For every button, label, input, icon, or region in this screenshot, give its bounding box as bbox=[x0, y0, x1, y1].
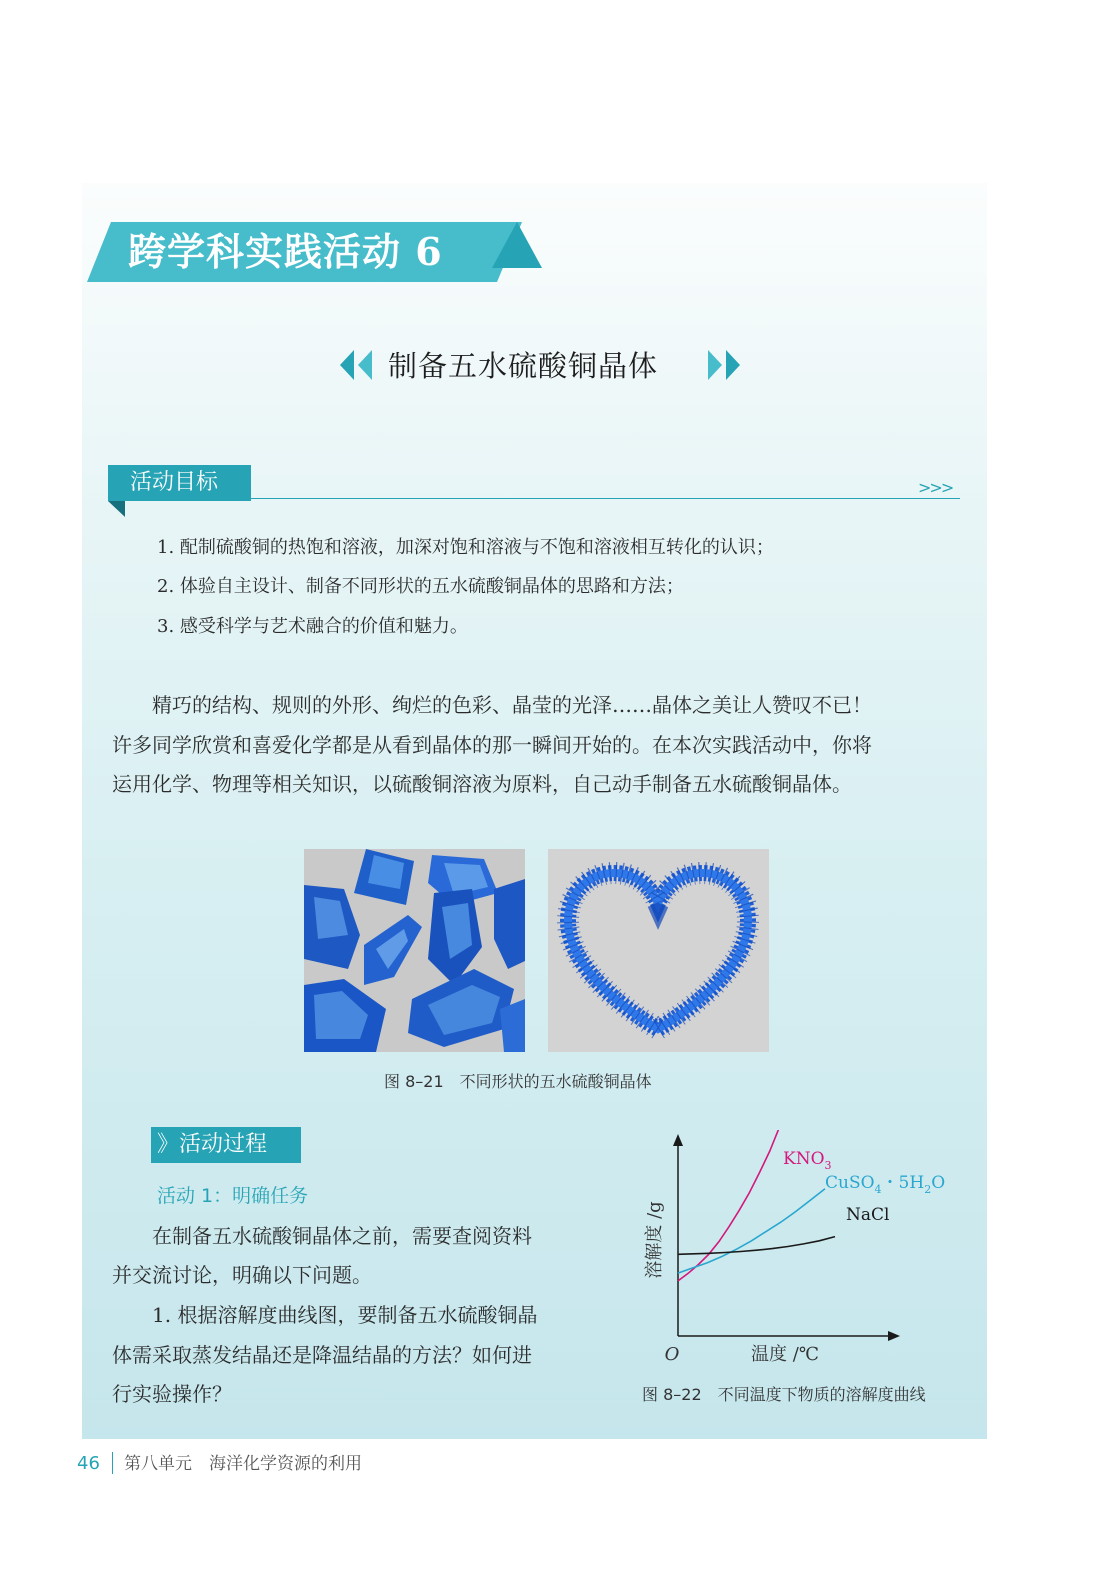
left-arrow-icon bbox=[340, 350, 372, 380]
legend-cuso4 bbox=[825, 1173, 945, 1196]
page-number: 46 bbox=[77, 1453, 100, 1474]
process-line-3: 1. 根据溶解度曲线图，要制备五水硫酸铜晶 bbox=[112, 1303, 538, 1327]
y-axis bbox=[673, 1134, 683, 1336]
origin-label: O bbox=[664, 1344, 680, 1365]
intro-line-2: 许多同学欣赏和喜爱化学都是从看到晶体的那一瞬间开始的。在本次实践活动中，你将 bbox=[112, 733, 872, 757]
legend-nacl bbox=[846, 1205, 889, 1225]
x-axis-label: 温度 /℃ bbox=[751, 1344, 819, 1365]
goal-item-2: 2. 体验自主设计、制备不同形状的五水硫酸铜晶体的思路和方法； bbox=[157, 576, 684, 597]
process-line-5: 行实验操作？ bbox=[112, 1382, 232, 1406]
footer-divider bbox=[112, 1452, 113, 1474]
crystal-photo bbox=[304, 849, 525, 1052]
intro-line-3: 运用化学、物理等相关知识，以硫酸铜溶液为原料，自己动手制备五水硫酸铜晶体。 bbox=[112, 772, 852, 796]
section-title: 制备五水硫酸铜晶体 bbox=[388, 349, 659, 383]
heart-crystal-photo bbox=[548, 849, 769, 1052]
goals-arrows-icon: >>> bbox=[918, 478, 953, 497]
svg-text:NaCl: NaCl bbox=[846, 1205, 890, 1225]
goals-heading: 活动目标 bbox=[130, 470, 219, 495]
right-arrow-icon bbox=[708, 350, 740, 380]
process-heading: 》活动过程 bbox=[157, 1132, 268, 1157]
activity-1-title: 活动 1：明确任务 bbox=[157, 1185, 309, 1207]
figure-22-caption: 图 8–22 不同温度下物质的溶解度曲线 bbox=[642, 1385, 926, 1404]
figure-21-caption: 图 8–21 不同形状的五水硫酸铜晶体 bbox=[384, 1072, 652, 1091]
process-line-2: 并交流讨论，明确以下问题。 bbox=[112, 1263, 372, 1287]
goal-item-3: 3. 感受科学与艺术融合的价值和魅力。 bbox=[157, 616, 468, 637]
goals-divider bbox=[251, 498, 960, 499]
x-axis bbox=[678, 1331, 900, 1341]
footer-unit-title: 第八单元 海洋化学资源的利用 bbox=[124, 1454, 362, 1474]
y-axis-label: 溶解度 /g bbox=[644, 1201, 665, 1279]
cuso4-curve bbox=[678, 1189, 825, 1273]
process-line-4: 体需采取蒸发结晶还是降温结晶的方法？如何进 bbox=[112, 1343, 532, 1367]
banner-title: 跨学科实践活动 6 bbox=[128, 229, 443, 274]
goal-item-1: 1. 配制硫酸铜的热饱和溶液，加深对饱和溶液与不饱和溶液相互转化的认识； bbox=[157, 537, 774, 558]
svg-text:CuSO4・5H2O: CuSO$_4$・$5H_2O$ bbox=[825, 1173, 946, 1196]
kno3-curve bbox=[678, 1130, 780, 1281]
process-line-1: 在制备五水硫酸铜晶体之前，需要查阅资料 bbox=[112, 1224, 532, 1248]
nacl-curve bbox=[678, 1237, 835, 1255]
goals-heading-fold bbox=[108, 501, 125, 517]
solubility-chart bbox=[630, 1130, 970, 1375]
legend-kno3 bbox=[783, 1149, 832, 1172]
intro-line-1: 精巧的结构、规则的外形、绚烂的色彩、晶莹的光泽……晶体之美让人赞叹不已！ bbox=[112, 693, 872, 717]
svg-text:KNO3: $KNO_3$ bbox=[783, 1149, 832, 1172]
